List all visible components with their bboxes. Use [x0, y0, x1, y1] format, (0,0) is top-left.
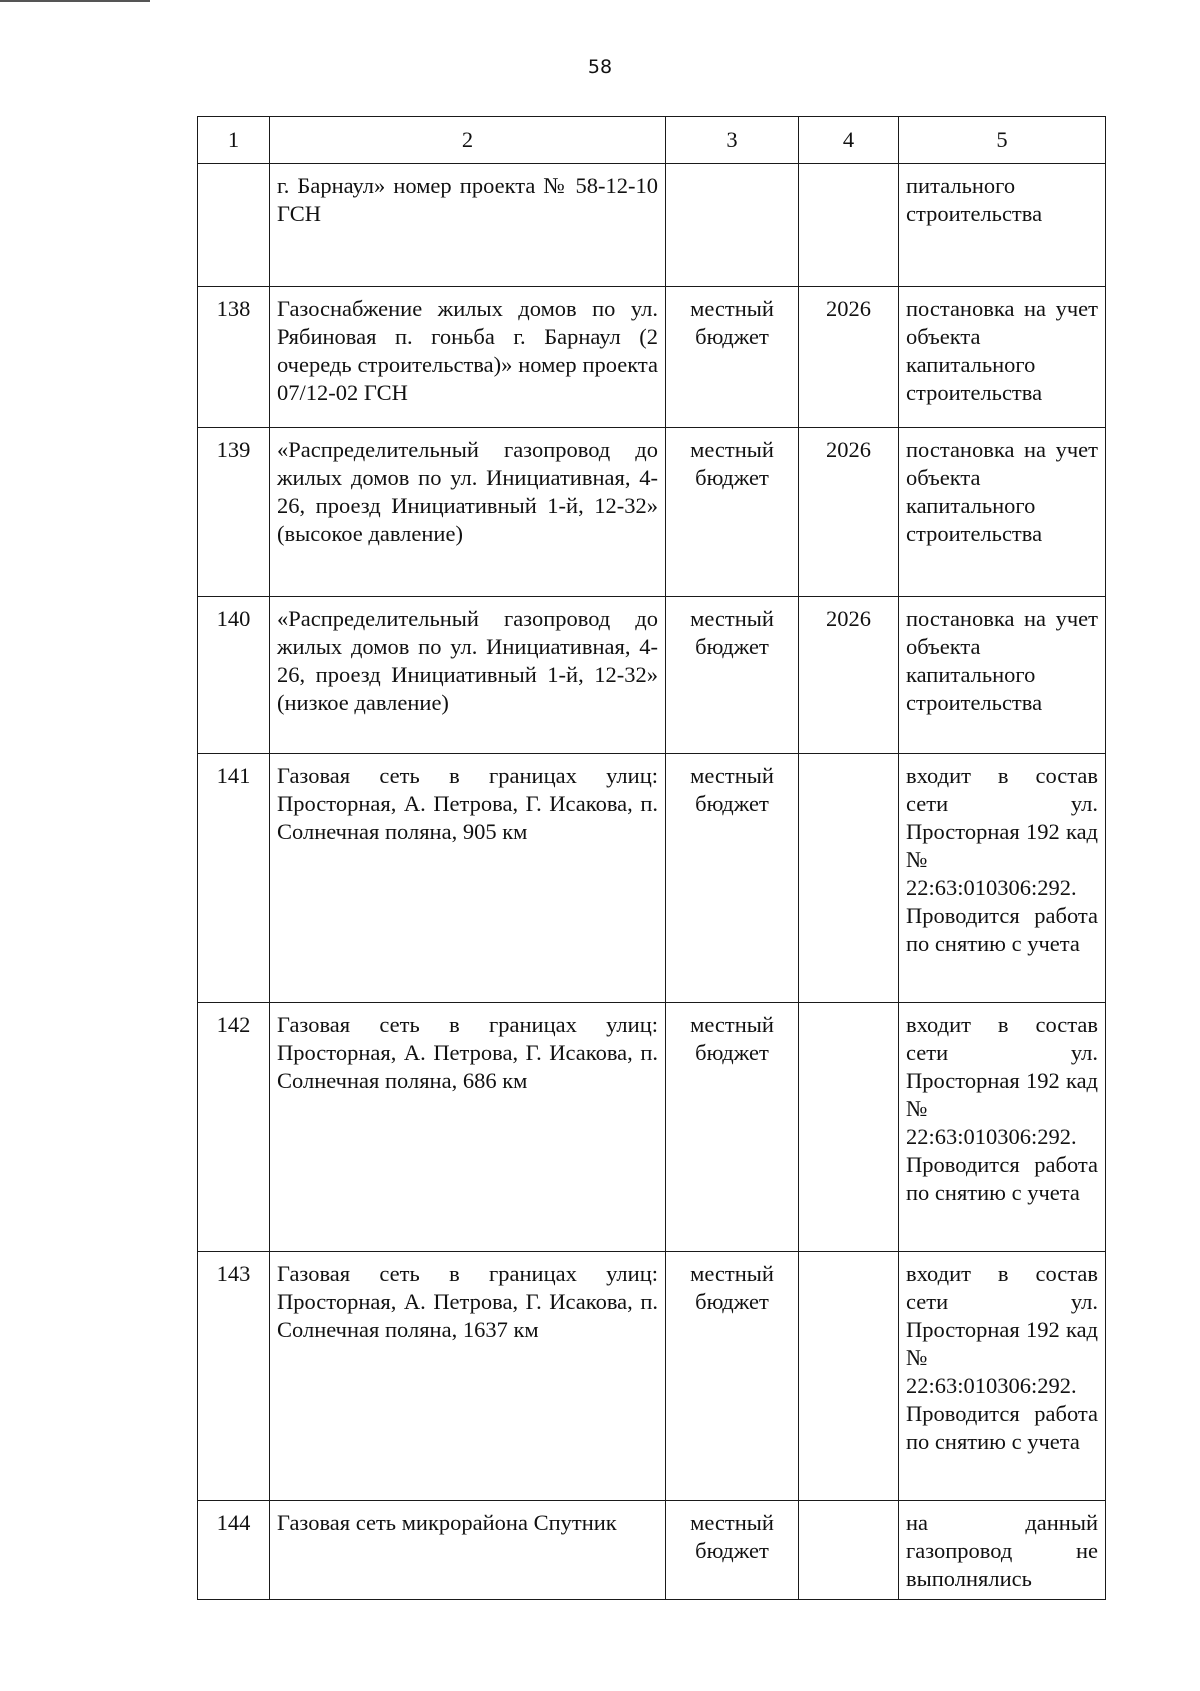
column-header-4: 4 — [799, 117, 899, 164]
table-row-139 — [198, 428, 1106, 597]
row-funding-cell: местный бюджет — [666, 1501, 799, 1600]
row-note-cell: питального строительства — [899, 164, 1106, 287]
row-number-cell: 140 — [198, 597, 270, 754]
table-row-continuation — [198, 164, 1106, 287]
row-description-cell: Газовая сеть в границах улиц: Просторная, А. Петрова, Г. Исакова, п. Солнечная поляна, 686 км — [270, 1003, 666, 1252]
projects-table — [197, 116, 1106, 1600]
table-row-143 — [198, 1252, 1106, 1501]
row-funding-cell: местный бюджет — [666, 597, 799, 754]
row-funding-cell: местный бюджет — [666, 428, 799, 597]
table-row-140 — [198, 597, 1106, 754]
column-header-2: 2 — [270, 117, 666, 164]
row-note-cell: постановка на учет объекта капитального строительства — [899, 428, 1106, 597]
row-number-cell: 139 — [198, 428, 270, 597]
row-note-cell: постановка на учет объекта капитального строительства — [899, 287, 1106, 428]
row-note-cell: входит в состав сети ул. Просторная 192 кад № 22:63:010306:292. Проводится работа по снятию с учета — [899, 754, 1106, 1003]
column-header-3: 3 — [666, 117, 799, 164]
column-header-1: 1 — [198, 117, 270, 164]
row-note-cell: на данный газопровод не выполнялись — [899, 1501, 1106, 1600]
row-number-cell — [198, 164, 270, 287]
row-description-cell: г. Барнаул» номер проекта № 58-12-10 ГСН — [270, 164, 666, 287]
row-description-cell: «Распределительный газопровод до жилых домов по ул. Инициативная, 4-26, проезд Инициативный 1-й, 12-32» (низкое давление) — [270, 597, 666, 754]
row-year-cell — [799, 1003, 899, 1252]
row-number-cell: 144 — [198, 1501, 270, 1600]
row-year-cell — [799, 754, 899, 1003]
row-description-cell: Газоснабжение жилых домов по ул. Рябиновая п. гоньба г. Барнаул (2 очередь строительства)» номер проекта 07/12-02 ГСН — [270, 287, 666, 428]
table-row-141 — [198, 754, 1106, 1003]
column-header-5: 5 — [899, 117, 1106, 164]
row-funding-cell: местный бюджет — [666, 287, 799, 428]
page-number: 58 — [587, 56, 613, 78]
row-description-cell: Газовая сеть микрорайона Спутник — [270, 1501, 666, 1600]
row-funding-cell: местный бюджет — [666, 1003, 799, 1252]
row-year-cell — [799, 1501, 899, 1600]
row-number-cell: 141 — [198, 754, 270, 1003]
row-number-cell: 142 — [198, 1003, 270, 1252]
row-number-cell: 138 — [198, 287, 270, 428]
row-funding-cell: местный бюджет — [666, 1252, 799, 1501]
row-number-cell: 143 — [198, 1252, 270, 1501]
scan-corner-mark — [0, 0, 150, 2]
table-header-row — [198, 117, 1106, 164]
row-note-cell: входит в состав сети ул. Просторная 192 кад № 22:63:010306:292. Проводится работа по снятию с учета — [899, 1252, 1106, 1501]
row-year-cell — [799, 164, 899, 287]
row-funding-cell: местный бюджет — [666, 754, 799, 1003]
row-year-cell: 2026 — [799, 428, 899, 597]
table-row-144 — [198, 1501, 1106, 1600]
row-description-cell: «Распределительный газопровод до жилых домов по ул. Инициативная, 4-26, проезд Инициативный 1-й, 12-32» (высокое давление) — [270, 428, 666, 597]
table-row-142 — [198, 1003, 1106, 1252]
row-year-cell: 2026 — [799, 597, 899, 754]
row-description-cell: Газовая сеть в границах улиц: Просторная, А. Петрова, Г. Исакова, п. Солнечная поляна, 1637 км — [270, 1252, 666, 1501]
row-note-cell: постановка на учет объекта капитального строительства — [899, 597, 1106, 754]
row-description-cell: Газовая сеть в границах улиц: Просторная, А. Петрова, Г. Исакова, п. Солнечная поляна, 905 км — [270, 754, 666, 1003]
row-year-cell — [799, 1252, 899, 1501]
row-funding-cell — [666, 164, 799, 287]
row-note-cell: входит в состав сети ул. Просторная 192 кад № 22:63:010306:292. Проводится работа по снятию с учета — [899, 1003, 1106, 1252]
table-row-138 — [198, 287, 1106, 428]
row-year-cell: 2026 — [799, 287, 899, 428]
